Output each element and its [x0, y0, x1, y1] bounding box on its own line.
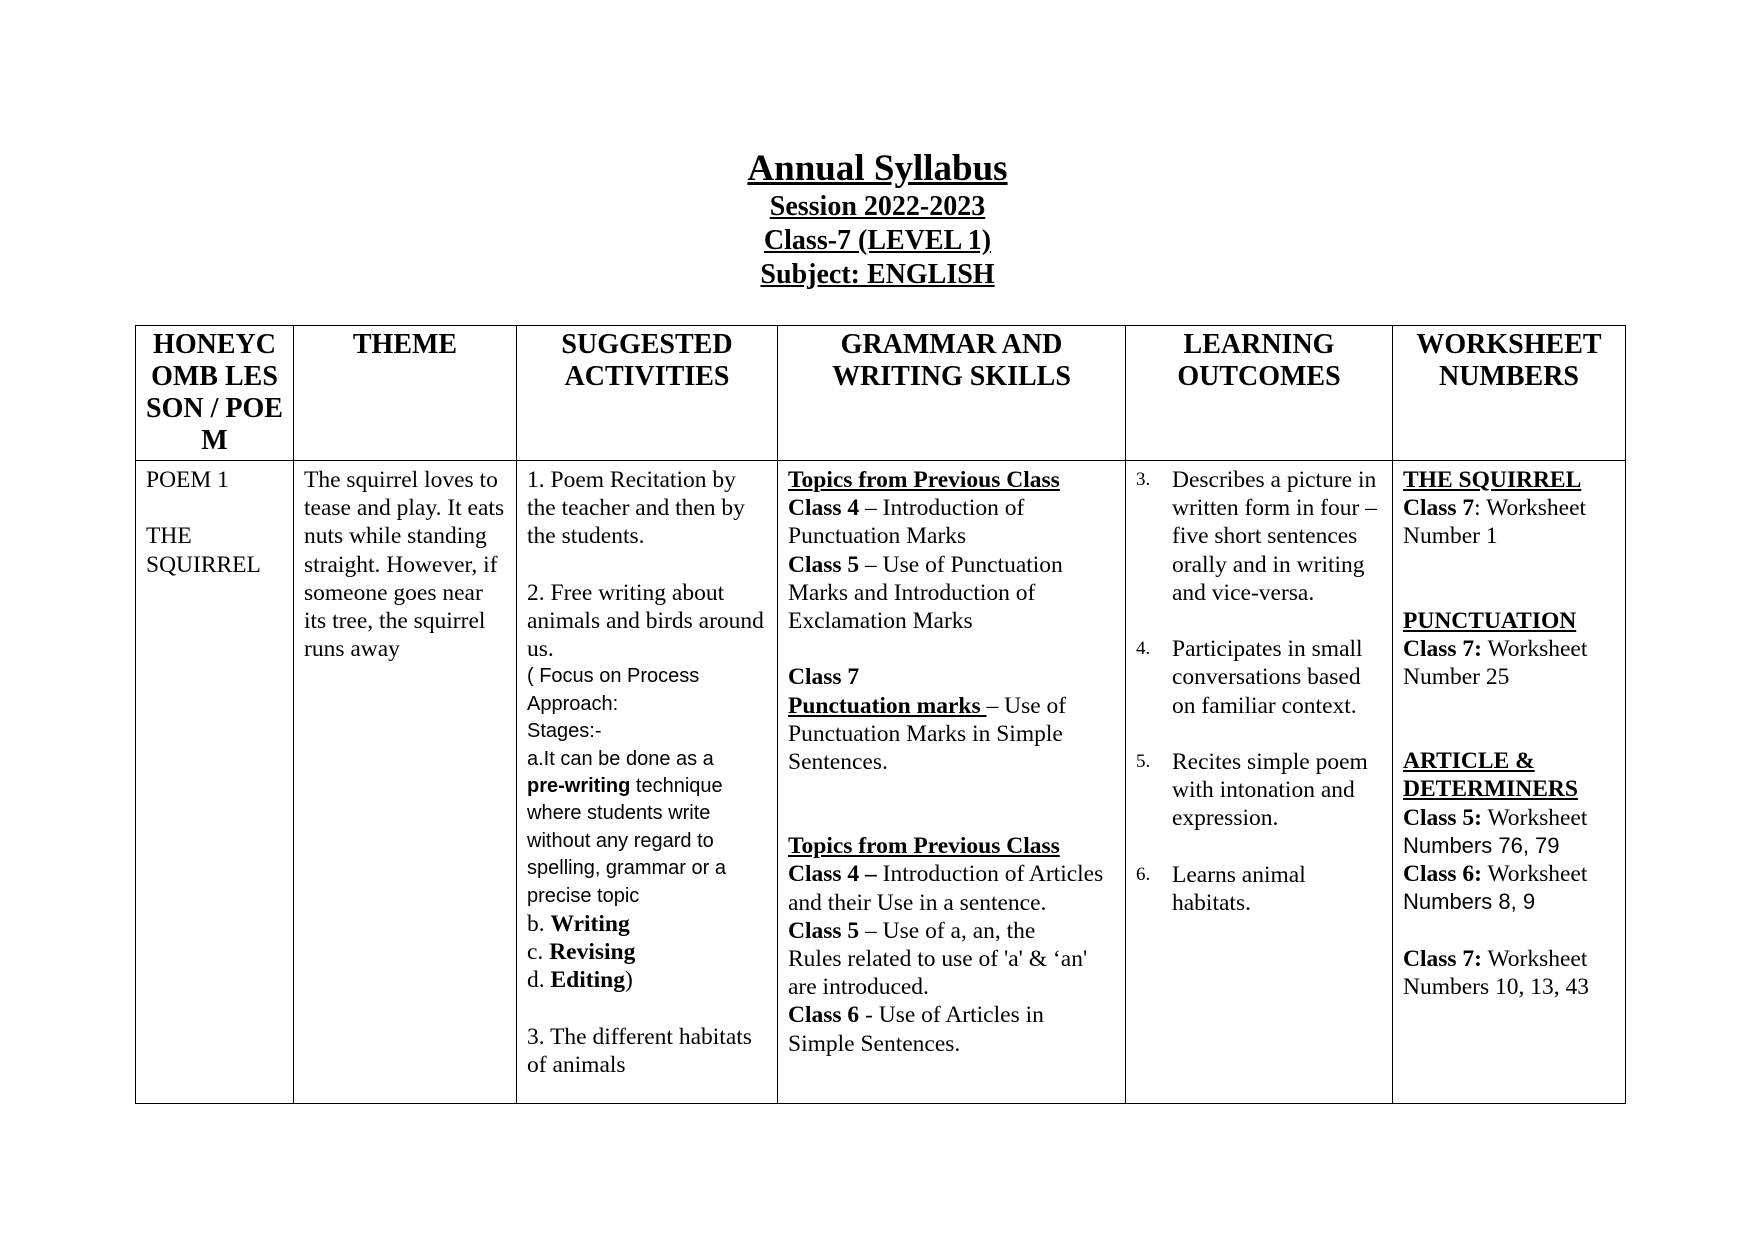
- col-header-lesson: HONEYCOMB LESSON / POEM: [136, 326, 294, 461]
- focus-line-3: a.It can be done as a: [527, 747, 714, 770]
- grammar-class4-punct: Class 4 – Introduction of Punctuation Marks: [788, 495, 1025, 550]
- focus-line-2: Stages:-: [527, 720, 602, 743]
- session-label: Session 2022-2023: [769, 191, 986, 222]
- worksheet-heading-squirrel: THE SQUIRREL: [1403, 467, 1582, 493]
- subject-label: Subject: ENGLISH: [760, 259, 995, 290]
- col-header-outcomes: LEARNING OUTCOMES: [1126, 326, 1393, 461]
- topics-heading-2: Topics from Previous Class: [788, 833, 1060, 860]
- worksheet-punctuation: Class 7: Worksheet Number 25: [1403, 635, 1588, 691]
- worksheet-articles-class7: Class 7: Worksheet Numbers 10, 13, 43: [1403, 945, 1590, 1000]
- list-item: 6. Learns animal habitats.: [1136, 861, 1306, 916]
- stage-c: c. Revising: [527, 939, 636, 966]
- grammar-class5-rules: Rules related to use of 'a' & ‘an' are introduced.: [788, 946, 1088, 1001]
- grammar-class5-articles: Class 5 – Use of a, an, the: [788, 917, 1036, 944]
- grammar-class5-punct: Class 5 – Use of Punctuation Marks and Introduction of Exclamation Marks: [788, 551, 1063, 635]
- stage-b: b. Writing: [527, 911, 630, 938]
- activity-2: 2. Free writing about animals and birds around us.: [527, 579, 764, 663]
- activities-cell: [517, 461, 778, 1104]
- outcomes-cell: [1126, 461, 1393, 1104]
- worksheet-heading-articles: ARTICLE & DETERMINERS: [1403, 748, 1578, 803]
- col-header-theme: THEME: [294, 326, 517, 461]
- activity-3: 3. The different habitats of animals: [527, 1023, 752, 1079]
- activity-1: 1. Poem Recitation by the teacher and then by the students.: [527, 467, 745, 550]
- grammar-class4-articles: Class 4 – Introduction of Articles and their Use in a sentence.: [788, 861, 1104, 916]
- grammar-cell: [778, 461, 1126, 1104]
- col-header-grammar: GRAMMAR AND WRITING SKILLS: [778, 326, 1126, 461]
- document-header: [0, 148, 1755, 292]
- grammar-class6-articles: Class 6 - Use of Articles in Simple Sentences.: [788, 1002, 1044, 1057]
- worksheet-articles-class5: Class 5: Worksheet: [1403, 804, 1588, 831]
- worksheets-cell: [1393, 461, 1626, 1104]
- list-item: 3. Describes a picture in written form in four –five short sentences orally and in writing and vice-versa.: [1136, 467, 1377, 606]
- prewriting-text: pre-writing technique where students write without any regard to spelling, grammar or a precise topic: [527, 775, 726, 907]
- list-item: 4. Participates in small conversations based on familiar context.: [1136, 636, 1363, 719]
- worksheet-articles-class6-numbers: Numbers 8, 9: [1403, 889, 1536, 915]
- worksheet-articles-class5-numbers: Numbers 76, 79: [1403, 832, 1560, 858]
- grammar-class7-label: Class 7: [788, 664, 860, 691]
- syllabus-table: [135, 325, 1626, 1104]
- stage-d: d. Editing): [527, 967, 633, 994]
- worksheet-heading-punctuation: PUNCTUATION: [1403, 607, 1577, 634]
- lesson-cell: [136, 461, 294, 1104]
- lesson-number: POEM 1: [146, 467, 229, 493]
- table-row: [136, 461, 1626, 1104]
- class-label: Class-7 (LEVEL 1): [763, 225, 992, 256]
- theme-text: The squirrel loves to tease and play. It eats nuts while standing straight. However, if someone goes near its tree, the squirrel runs away: [304, 467, 505, 663]
- lesson-name: THE SQUIRREL: [146, 523, 261, 578]
- list-item: 5. Recites simple poem with intonation and expression.: [1136, 749, 1368, 832]
- outcomes-list: [1136, 466, 1382, 917]
- focus-line-1: ( Focus on Process Approach:: [527, 665, 700, 715]
- worksheet-squirrel: Class 7: Worksheet Number 1: [1403, 495, 1587, 550]
- col-header-activities: SUGGESTED ACTIVITIES: [517, 326, 778, 461]
- document-title: Annual Syllabus: [747, 148, 1008, 189]
- topics-heading-1: Topics from Previous Class: [788, 467, 1060, 493]
- col-header-worksheets: WORKSHEET NUMBERS: [1393, 326, 1626, 461]
- theme-cell: [294, 461, 517, 1104]
- worksheet-articles-class6: Class 6: Worksheet: [1403, 861, 1588, 888]
- grammar-punctuation: Punctuation marks – Use of Punctuation Marks in Simple Sentences.: [788, 692, 1067, 776]
- table-header-row: [136, 326, 1626, 461]
